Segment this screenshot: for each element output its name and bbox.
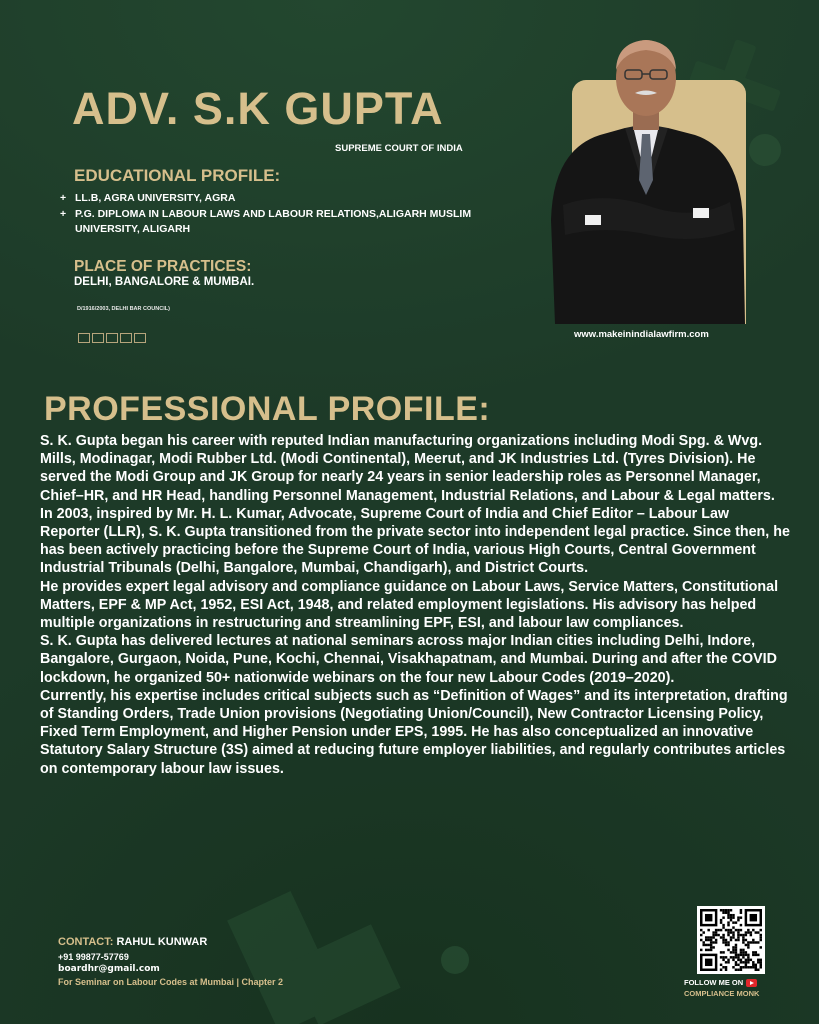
education-list (60, 191, 530, 238)
contact-line (58, 936, 207, 948)
profile-paragraph: In 2003, inspired by Mr. H. L. Kumar, Advocate, Supreme Court of India and Chief Editor – Labour Law Reporter (LLR), S. K. Gupta transitioned from the private sector into independent legal practice. Since then, he has been actively practicing before the Supreme Court of India, various High Courts, Central Government Industrial Tribunals (Delhi, Bangalore, Mumbai, Chandigarh), and District Courts. (40, 505, 790, 577)
professional-profile-text (40, 432, 792, 778)
follow-text: FOLLOW ME ON (684, 978, 744, 987)
box-icon (78, 333, 90, 343)
seminar-note: For Seminar on Labour Codes at Mumbai | Chapter 2 (58, 977, 284, 987)
profile-paragraph: Currently, his expertise includes critical subjects such as “Definition of Wages” and its interpretation, drafting of Standing Orders, Trade Union provisions (Negotiating Union/Council), New Contractor Licensing Policy, Fixed Term Employment, and Higher Pension under EPS, 1995. He has also conceptualized an innovative Statutory Salary Structure (3S) aimed at reducing future employer liabilities, and regularly contributes articles on contemporary labour law issues. (40, 687, 788, 777)
court-subtitle: SUPREME COURT OF INDIA (335, 143, 463, 154)
channel-name[interactable]: COMPLIANCE MONK (684, 989, 760, 998)
box-icon (92, 333, 104, 343)
list-item (60, 207, 530, 237)
practice-heading: PLACE OF PRACTICES: (74, 258, 252, 275)
qr-code[interactable] (697, 906, 765, 974)
plus-icon: + (60, 192, 67, 204)
box-icon (106, 333, 118, 343)
youtube-icon[interactable] (746, 979, 757, 987)
qr-code-icon (700, 909, 762, 971)
box-icon (134, 333, 146, 343)
website-link[interactable]: www.makeinindialawfirm.com (574, 329, 709, 340)
page-title: ADV. S.K GUPTA (72, 83, 444, 134)
profile-paragraph: S. K. Gupta began his career with reputed Indian manufacturing organizations including Modi Spg. & Wvg. Mills, Modinagar, Modi Rubber Ltd. (Modi Continental), Meerut, and JK Industries Ltd. (Tyres Division). He served the Modi Group and JK Group for nearly 24 years in senior leadership roles as Personnel Manager, Chief–HR, and HR Head, handling Personnel Management, Industrial Relations, and Labour & Legal matters. (40, 433, 775, 504)
profile-paragraph: S. K. Gupta has delivered lectures at national seminars across major Indian cities including Delhi, Indore, Bangalore, Gurgaon, Noida, Pune, Kochi, Chennai, Visakhapatnam, and Mumbai. During and after the COVID lockdown, he organized 50+ nationwide webinars on the four new Labour Codes (2019–2020). (40, 633, 777, 686)
profile-paragraph: He provides expert legal advisory and compliance guidance on Labour Laws, Service Matters, Constitutional Matters, EPF & MP Act, 1952, ESI Act, 1948, and related employment legislations. His advisory has helped multiple organizations in restructuring and streamlining EPF, ESI, and labour law compliances. (40, 578, 779, 632)
portrait-image (545, 30, 748, 324)
contact-phone[interactable]: +91 99877-57769 (58, 952, 129, 962)
decorative-boxes (78, 333, 146, 343)
list-item (60, 191, 530, 206)
contact-name: RAHUL KUNWAR (116, 936, 208, 948)
box-icon (120, 333, 132, 343)
education-item-text: P.G. DIPLOMA IN LABOUR LAWS AND LABOUR RELATIONS,ALIGARH MUSLIM UNIVERSITY, ALIGARH (75, 208, 472, 235)
follow-line (684, 978, 757, 987)
plus-icon: + (60, 208, 67, 220)
contact-label: CONTACT: (58, 936, 114, 948)
enrollment-number: D/1916/2003, DELHI BAR COUNCIL) (77, 306, 170, 312)
contact-email[interactable]: boardhr@gmail.com (58, 964, 160, 974)
education-item-text: LL.B, AGRA UNIVERSITY, AGRA (75, 192, 236, 204)
education-heading: EDUCATIONAL PROFILE: (74, 166, 281, 185)
professional-heading: PROFESSIONAL PROFILE: (44, 390, 491, 428)
practice-places: DELHI, BANGALORE & MUMBAI. (74, 276, 255, 288)
